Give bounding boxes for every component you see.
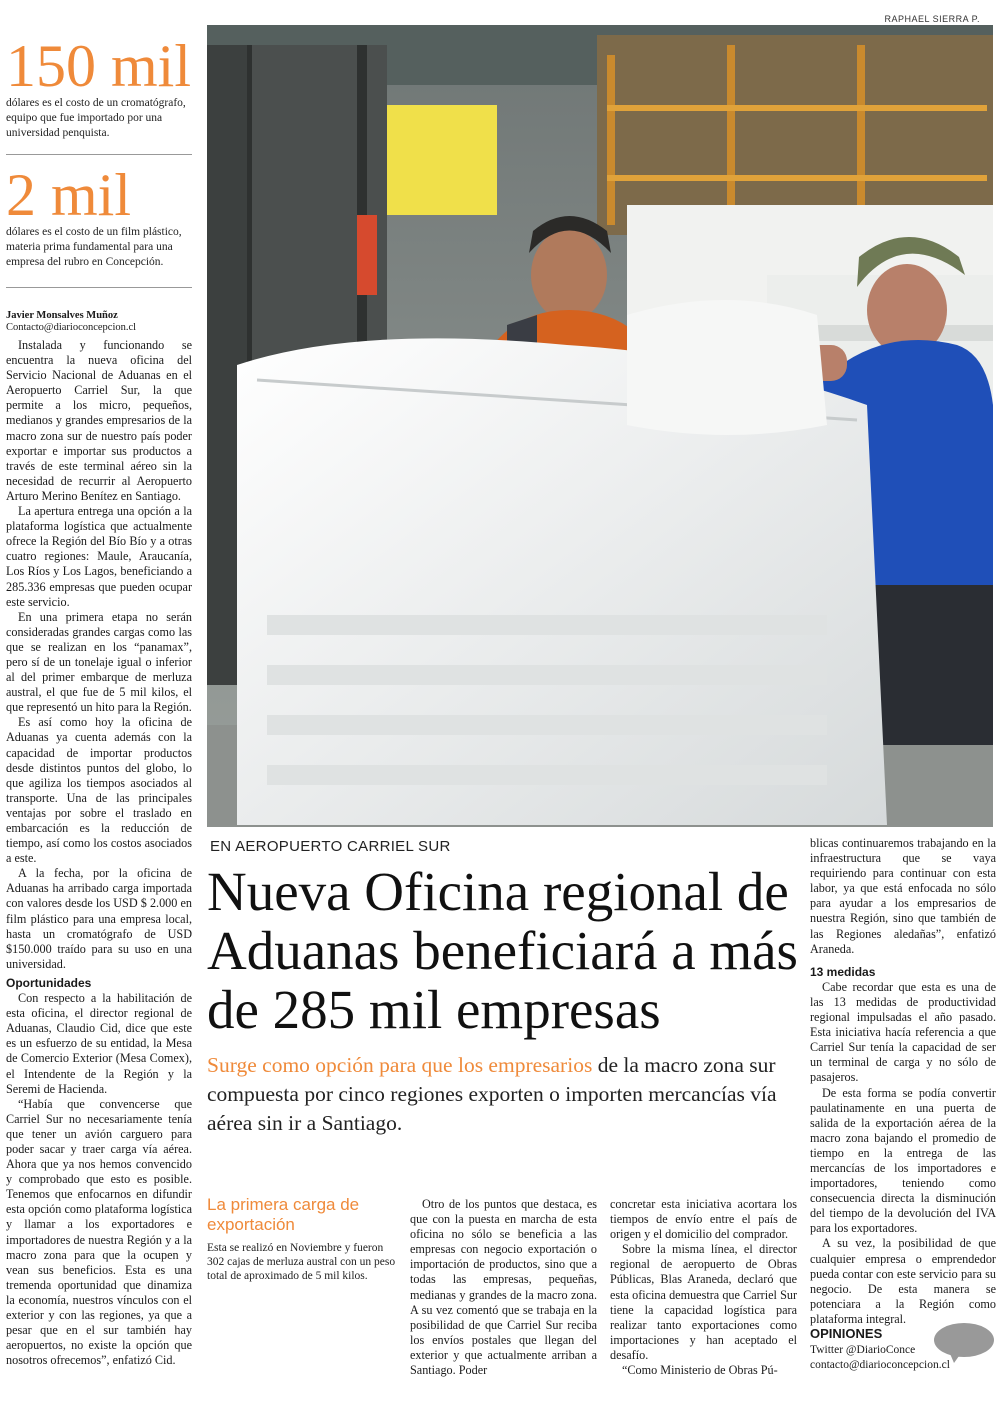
byline-email: Contacto@diarioconcepcion.cl [6,322,137,333]
paragraph: A su vez, la posibilidad de que cualquier empresa o emprendedor pueda contar con este servicio para su negocio. De esta manera se potenciara a la Región como plataforma integral. [810,1236,996,1326]
paragraph: Es así como hoy la oficina de Aduanas ya cuenta además con la capacidad de importar productos desde distintos puntos del globo, lo que agiliza los tiempos asociados al transporte. Una de las principales ventajas por sobre el traslado en embarcación es la reducción de tiempo, así como los costos asociados a este. [6,715,192,866]
byline [6,310,136,334]
paragraph: Con respecto a la habilitación de esta oficina, el director regional de Aduanas, Claudio Cid, dice que este es un esfuerzo de su entidad, la Mesa de Comercio Exterior (Mesa Comex), el Intendente de la Región y la Seremi de Hacienda. [6,991,192,1096]
paragraph: Cabe recordar que esta es una de las 13 medidas de productividad regional impulsadas el año pasado. Esta iniciativa hacía referencia a que Carriel Sur tenía la capacidad de ser un terminal de carga y no sólo de pasajeros. [810,979,996,1085]
paragraph: blicas continuaremos trabajando en la infraestructura que se vaya requiriendo para continuar con esta labor, ya que está enfocada no sólo para ayudar a los empresarios de nuestra Región, sino que también de las Regiones aledañas”, enfatizó Araneda. [810,836,996,956]
divider [6,154,192,155]
stat-number-2: 2 mil [6,162,132,228]
column-b [410,1197,597,1378]
paragraph: La apertura entrega una opción a la plataforma logística que actualmente ofrece la Región del Bío Bío y a otras cuatro regiones: Maule, Araucanía, Los Ríos y Los Lagos, beneficiando a 285.336 empresas que pueden ocupar este servicio. [6,504,192,609]
subhead-highlight: Surge como opción para que los empresarios [207,1053,593,1077]
paragraph: concretar esta iniciativa acortara los tiempos de envío entre el país de origen y el domicilio del comprador. [610,1197,797,1242]
speech-bubble-tail-icon [948,1349,964,1363]
warehouse-photo-illustration [207,25,993,827]
left-column [6,338,192,1368]
stat-description-1: dólares es el costo de un cromatógrafo, equipo que fue importado por una universidad penquista. [6,97,186,139]
opinions-twitter[interactable]: Twitter @DiarioConce [810,1344,916,1356]
box-text: Esta se realizó en Noviembre y fueron 302 cajas de merluza austral con un peso total de aproximado de 5 mil kilos. [207,1242,396,1282]
divider [6,287,192,288]
paragraph: A la fecha, por la oficina de Aduanas ha arribado carga importada con valores desde los USD $ 2.000 en film plástico para una empresa local, hasta un cromatógrafo de USD $150.000 traído para su uso en una universidad. [6,866,192,971]
article-photo [207,25,993,827]
section-subhead: 13 medidas [810,964,876,979]
byline-author: Javier Monsalves Muñoz [6,310,118,321]
paragraph: Otro de los puntos que destaca, es que con la puesta en marcha de esta oficina no sólo se beneficia a las empresas con negocio exportación o importación de productos, sino que a todas las empresas, pequeñas, medianas y grandes de la macro zona. A su vez comentó que se trabaja en la posibilidad de que Carriel Sur reciba los envíos postales que llegan del exterior y que actualmente arriban a Santiago. Poder [410,1197,597,1378]
paragraph: De esta forma se podía convertir paulatinamente en una puerta de salida de la exportación aérea de la macro zona bajando el promedio de tiempo en la entrega de las mercancías de los importadores e importadores, teniendo como consecuencia directa la disminución del tiempo de la devolución del IVA para los exportadores. [810,1085,996,1236]
section-subhead: Oportunidades [6,975,92,990]
subhead [207,1051,797,1138]
opinions-email[interactable]: contacto@diarioconcepcion.cl [810,1359,950,1371]
stat-number-1: 150 mil [6,33,192,99]
subhead-rest: de la macro zona sur compuesta por cinco regiones exporten o importen mercancías vía aérea sin ir a Santiago. [207,1053,777,1135]
speech-bubble-icon [934,1323,994,1357]
column-c [610,1197,797,1378]
stat-description-2: dólares es el costo de un film plástico, materia prima fundamental para una empresa del rubro en Concepción. [6,226,182,268]
paragraph: Sobre la misma línea, el director regional de aeropuerto de Obras Públicas, Blas Araneda, declaró que esta oficina demuestra que Carriel Sur tiene la capacidad logística para realizar tanto exportaciones como importaciones y han aceptado el desafío. [610,1242,797,1362]
box-title: La primera carga de exportación [207,1195,360,1234]
kicker: EN AEROPUERTO CARRIEL SUR [210,838,451,855]
paragraph: En una primera etapa no serán consideradas grandes cargas como las que se realizan en los “panamax”, pero sí de un tonelaje igual o inferior al del primer embarque de merluza austral, el que fue de 5 mil kilos, el que representó un hito para la Región. [6,609,192,715]
column-d [810,836,996,1327]
paragraph: “Había que convencerse que Carriel Sur no necesariamente tenía que tener un avión carguero para poder sacar y traer carga vía aérea. Ahora que ya nos hemos convencido y comprobado que esto es posible. Tenemos que enfocarnos en difundir esta opción como plataforma logística y llamar a los exportadores e importadores de nuestra Región y a la macro zona para que la ocupen y vean sus beneficios. Esta es una tremenda oportunidad que dinamiza la economía, nuestros vínculos con el exterior y con las regiones, ya que a pesar que en el sur también hay aeropuertos, no existe la opción que nosotros ofrecemos”, enfatizó Cid. [6,1096,192,1368]
photo-credit: RAPHAEL SIERRA P. [884,14,980,24]
headline: Nueva Oficina regional de Aduanas beneficiará a más de 285 mil empresas [207,861,798,1040]
paragraph: “Como Ministerio de Obras Pú- [622,1363,778,1378]
paragraph: Instalada y funcionando se encuentra la nueva oficina del Servicio Nacional de Aduanas en el Aeropuerto Carriel Sur, la que permite a los micro, pequeños, medianos y grandes empresarios de la macro zona sur de nuestro país poder exportar e importar sus productos a través de este terminal aéreo sin la necesidad de recurrir al Aeropuerto Arturo Merino Benítez en Santiago. [6,338,192,503]
opinions-title: OPINIONES [810,1326,883,1341]
